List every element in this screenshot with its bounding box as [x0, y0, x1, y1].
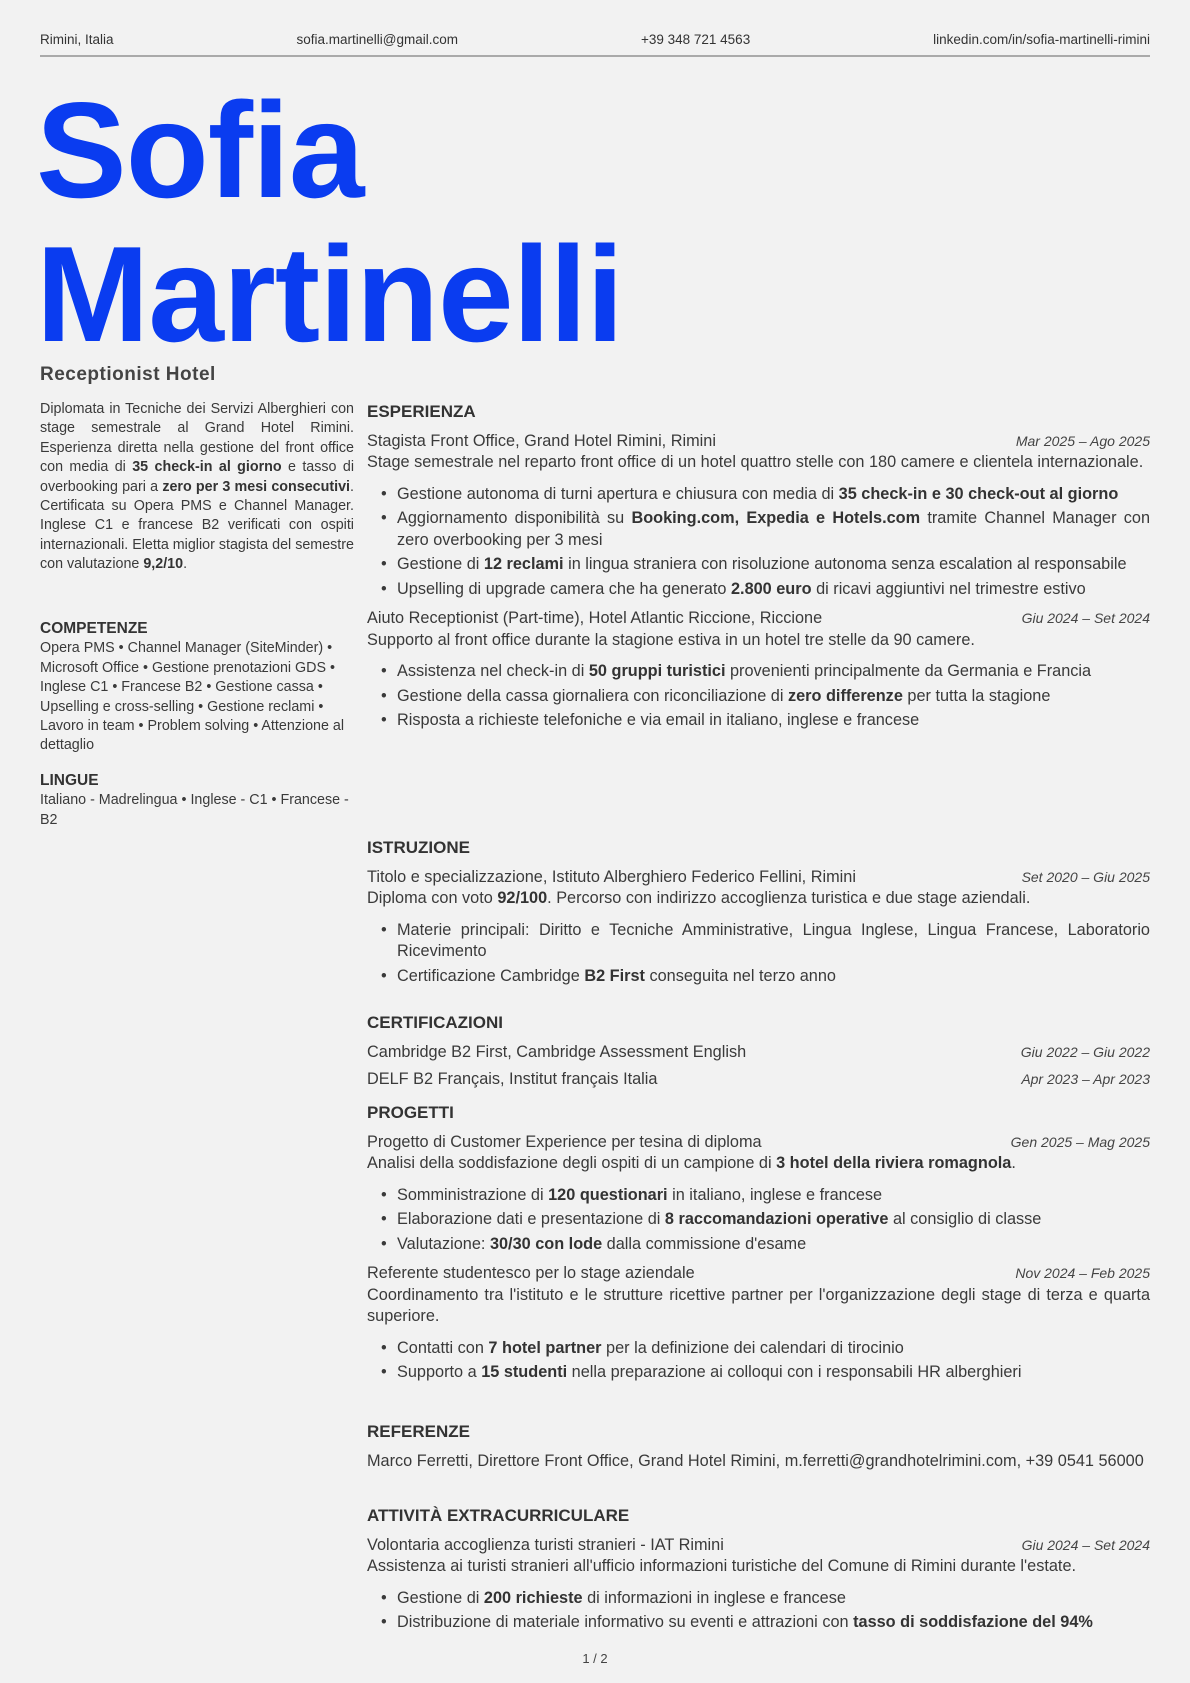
skills-section [40, 619, 354, 756]
entry-title: Cambridge B2 First, Cambridge Assessment English [367, 1042, 747, 1061]
text-segment: Risposta a richieste telefoniche e via email in italiano, inglese e francese [397, 711, 920, 729]
bold-text: B2 First [584, 966, 645, 985]
entry [367, 431, 1150, 601]
entry-header [367, 1263, 1150, 1285]
entry-header [367, 608, 1150, 630]
experience-section [367, 401, 1150, 740]
entry [367, 1263, 1150, 1384]
entry [367, 608, 1150, 732]
text-segment: Analisi della soddisfazione degli ospiti di un campione di [367, 1154, 777, 1172]
section-heading: ESPERIENZA [367, 402, 476, 421]
text-segment: per tutta la stagione [902, 686, 1051, 705]
entry-description [367, 888, 1150, 910]
bullet-item [397, 484, 1150, 506]
entry [367, 1069, 1150, 1091]
bullet-item [397, 966, 1150, 988]
section-heading: REFERENZE [367, 1422, 470, 1441]
text-segment: e tasso di overbooking pari a [40, 459, 354, 495]
linkedin-link[interactable]: linkedin.com/in/sofia-martinelli-rimini [933, 32, 1150, 47]
bullet-item [397, 1185, 1150, 1207]
text-segment: in italiano, inglese e francese [667, 1185, 883, 1204]
text-segment: Gestione di [397, 1588, 484, 1607]
entry-title: DELF B2 Français, Institut français Italia [367, 1070, 658, 1088]
entry-date: Giu 2024 – Set 2024 [1021, 610, 1150, 626]
summary-text [40, 400, 354, 575]
text-segment: Aggiornamento disponibilità su [397, 509, 632, 527]
text-segment: conseguita nel terzo anno [644, 966, 836, 985]
skills-heading: COMPETENZE [40, 620, 148, 637]
entry-title: Stagista Front Office, Grand Hotel Rimini, Rimini [367, 431, 716, 450]
entry-date: Apr 2023 – Apr 2023 [1021, 1071, 1150, 1087]
text-segment: provenienti principalmente da Germania e Francia [725, 662, 1092, 680]
text-segment: Assistenza ai turisti stranieri all'ufficio informazioni turistiche del Comune di Rimini durante l'estate. [367, 1557, 1077, 1575]
bold-text: Booking.com, Expedia e Hotels.com [631, 509, 921, 527]
entry-header [367, 1069, 1150, 1091]
bold-text: 200 richieste [483, 1588, 583, 1607]
bold-text: 30/30 con lode [489, 1234, 603, 1253]
bullet-item [397, 661, 1150, 683]
entry-title: Aiuto Receptionist (Part-time), Hotel Atlantic Riccione, Riccione [367, 609, 823, 627]
bold-text: 92/100 [497, 889, 548, 907]
languages-section [40, 771, 354, 830]
entry-date: Nov 2024 – Feb 2025 [1015, 1265, 1150, 1281]
text-segment: Gestione autonoma di turni apertura e chiusura con media di [397, 484, 839, 503]
text-segment: Supporto a [397, 1363, 482, 1381]
section-heading: ISTRUZIONE [367, 838, 470, 857]
section-heading: PROGETTI [367, 1103, 454, 1122]
bold-text: 9,2/10 [143, 556, 184, 573]
bullet-list [397, 484, 1150, 601]
bullet-list [397, 661, 1150, 732]
bullet-item [397, 508, 1150, 551]
email-link[interactable]: sofia.martinelli@gmail.com [296, 32, 458, 47]
skills-list: Opera PMS • Channel Manager (SiteMinder) • Microsoft Office • Gestione prenotazioni GDS • Inglese C1 • Francese B2 • Gestione cassa • Upselling e cross-selling • Gestione reclami • Lavoro in team • Problem solving • Attenzione al dettaglio [40, 640, 345, 754]
bullet-item [397, 579, 1150, 601]
text-segment: Diploma con voto [367, 889, 498, 907]
bullet-item [397, 1588, 1150, 1610]
text-segment: di informazioni in inglese e francese [582, 1588, 846, 1607]
entry-date: Set 2020 – Giu 2025 [1021, 868, 1150, 885]
text-segment: tramite Channel Manager con zero overbooking per 3 mesi [397, 509, 1150, 549]
bullet-item [397, 710, 1150, 732]
languages-heading: LINGUE [40, 772, 99, 789]
text-segment: di ricavi aggiuntivi nel trimestre estivo [811, 579, 1086, 598]
text-segment: per la definizione dei calendari di tirocinio [601, 1338, 904, 1357]
text-segment: Coordinamento tra l'istituto e le strutture ricettive partner per l'organizzazione degli stage di terza e quarta superiore. [367, 1285, 1150, 1325]
languages-list: Italiano - Madrelingua • Inglese - C1 • Francese - B2 [40, 792, 349, 828]
text-segment: Supporto al front office durante la stagione estiva in un hotel tre stelle da 90 camere. [367, 630, 975, 649]
entry-description [367, 1556, 1150, 1578]
entry [367, 1535, 1150, 1634]
text-segment: . Certificata su Opera PMS e Channel Manager. Inglese C1 e francese B2 verificati con ospiti internazionali. Eletta miglior stagista del semestre con valutazione [40, 478, 355, 573]
bold-text: tasso di soddisfazione del 94% [853, 1613, 1093, 1631]
summary [40, 400, 354, 575]
projects-section [367, 1102, 1150, 1392]
section-heading: ATTIVITÀ EXTRACURRICULARE [367, 1506, 630, 1525]
text-segment: al consiglio di classe [888, 1210, 1042, 1228]
entry-header [367, 1535, 1150, 1557]
reference-text: Marco Ferretti, Direttore Front Office, Grand Hotel Rimini, m.ferretti@grandhotelrimini.com, +39 0541 56000 [367, 1451, 1144, 1470]
bold-text: 120 questionari [548, 1185, 668, 1204]
text-segment: . [183, 556, 188, 573]
entry-title: Referente studentesco per lo stage aziendale [367, 1264, 695, 1282]
text-segment: Upselling di upgrade camera che ha generato [397, 579, 731, 598]
entry-description [367, 1153, 1150, 1175]
bold-text: 3 hotel della riviera romagnola [776, 1154, 1012, 1172]
references-section [367, 1421, 1150, 1472]
extracurricular-section [367, 1505, 1150, 1642]
bold-text: 15 studenti [481, 1363, 568, 1381]
education-section [367, 837, 1150, 995]
entry [367, 1132, 1150, 1256]
bold-text: 8 raccomandazioni operative [664, 1210, 889, 1228]
bullet-item [397, 1209, 1150, 1231]
job-title: Receptionist Hotel [40, 364, 216, 385]
bullet-item [397, 1362, 1150, 1384]
bullet-item [397, 1612, 1150, 1634]
bold-text: 50 gruppi turistici [588, 662, 726, 680]
entry [367, 867, 1150, 988]
bullet-list [397, 1588, 1150, 1634]
text-segment: Certificazione Cambridge [397, 966, 585, 985]
entry-header [367, 1042, 1150, 1064]
first-name: Sofia [36, 74, 364, 226]
bold-text: 2.800 euro [730, 579, 812, 598]
text-segment: Contatti con [397, 1338, 489, 1357]
entry-header [367, 867, 1150, 889]
text-segment: Diplomata in Tecniche dei Servizi Alberghieri con stage semestrale al Grand Hotel Rimini. Esperienza diretta nella gestione del front office con media di [40, 401, 354, 476]
text-segment: Valutazione: [397, 1234, 490, 1253]
text-segment: . [1011, 1154, 1016, 1172]
text-segment: Elaborazione dati e presentazione di [397, 1210, 665, 1228]
entry-description [367, 452, 1150, 474]
last-name: Martinelli [36, 218, 623, 370]
text-segment: Assistenza nel check-in di [397, 662, 589, 680]
bullet-item [397, 554, 1150, 576]
bullet-list [397, 920, 1150, 988]
bold-text: 7 hotel partner [488, 1338, 602, 1357]
location: Rimini, Italia [40, 32, 114, 47]
phone[interactable]: +39 348 721 4563 [640, 32, 751, 47]
bold-text: 12 reclami [483, 555, 564, 573]
entry-date: Gen 2025 – Mag 2025 [1010, 1133, 1150, 1150]
bullet-item [397, 1234, 1150, 1256]
section-heading: CERTIFICAZIONI [367, 1013, 503, 1032]
bold-text: 35 check-in al giorno [132, 459, 282, 476]
text-segment: Gestione della cassa giornaliera con riconciliazione di [397, 686, 788, 705]
entry-date: Mar 2025 – Ago 2025 [1015, 432, 1150, 449]
text-segment: dalla commissione d'esame [602, 1234, 807, 1253]
bullet-list [397, 1338, 1150, 1384]
bold-text: zero per 3 mesi consecutivi [162, 478, 351, 495]
entry-header [367, 431, 1150, 453]
entry-header [367, 1132, 1150, 1154]
bullet-item [397, 686, 1150, 708]
entry-title: Volontaria accoglienza turisti stranieri - IAT Rimini [367, 1535, 724, 1554]
page-number: 1 / 2 [582, 1651, 608, 1666]
text-segment: nella preparazione ai colloqui con i responsabili HR alberghieri [567, 1363, 1022, 1381]
entry-description [367, 1285, 1150, 1328]
bold-text: zero differenze [787, 686, 903, 705]
text-segment: Materie principali: Diritto e Tecniche Amministrative, Lingua Inglese, Lingua Francese, Laboratorio Ricevimento [397, 920, 1150, 960]
entry-title: Progetto di Customer Experience per tesina di diploma [367, 1132, 762, 1151]
entry [367, 1042, 1150, 1070]
candidate-name [36, 74, 623, 370]
bullet-item [397, 1338, 1150, 1360]
entry-description [367, 630, 1150, 652]
bold-text: 35 check-in e 30 check-out al giorno [838, 484, 1119, 503]
bullet-item [397, 920, 1150, 963]
entry-title: Titolo e specializzazione, Istituto Alberghiero Federico Fellini, Rimini [367, 867, 856, 886]
contact-bar [40, 32, 1150, 57]
text-segment: Gestione di [397, 555, 484, 573]
entry-date: Giu 2024 – Set 2024 [1021, 1536, 1150, 1553]
text-segment: . Percorso con indirizzo accoglienza turistica e due stage aziendali. [547, 889, 1031, 907]
entry-date: Giu 2022 – Giu 2022 [1020, 1043, 1150, 1060]
text-segment: in lingua straniera con risoluzione autonoma senza escalation al responsabile [563, 555, 1127, 573]
text-segment: Distribuzione di materiale informativo su eventi e attrazioni con [397, 1613, 854, 1631]
text-segment: Stage semestrale nel reparto front office di un hotel quattro stelle con 180 camere e clientela internazionale. [367, 453, 1144, 471]
text-segment: Somministrazione di [397, 1185, 549, 1204]
bullet-list [397, 1185, 1150, 1256]
certifications-section [367, 1012, 1150, 1091]
